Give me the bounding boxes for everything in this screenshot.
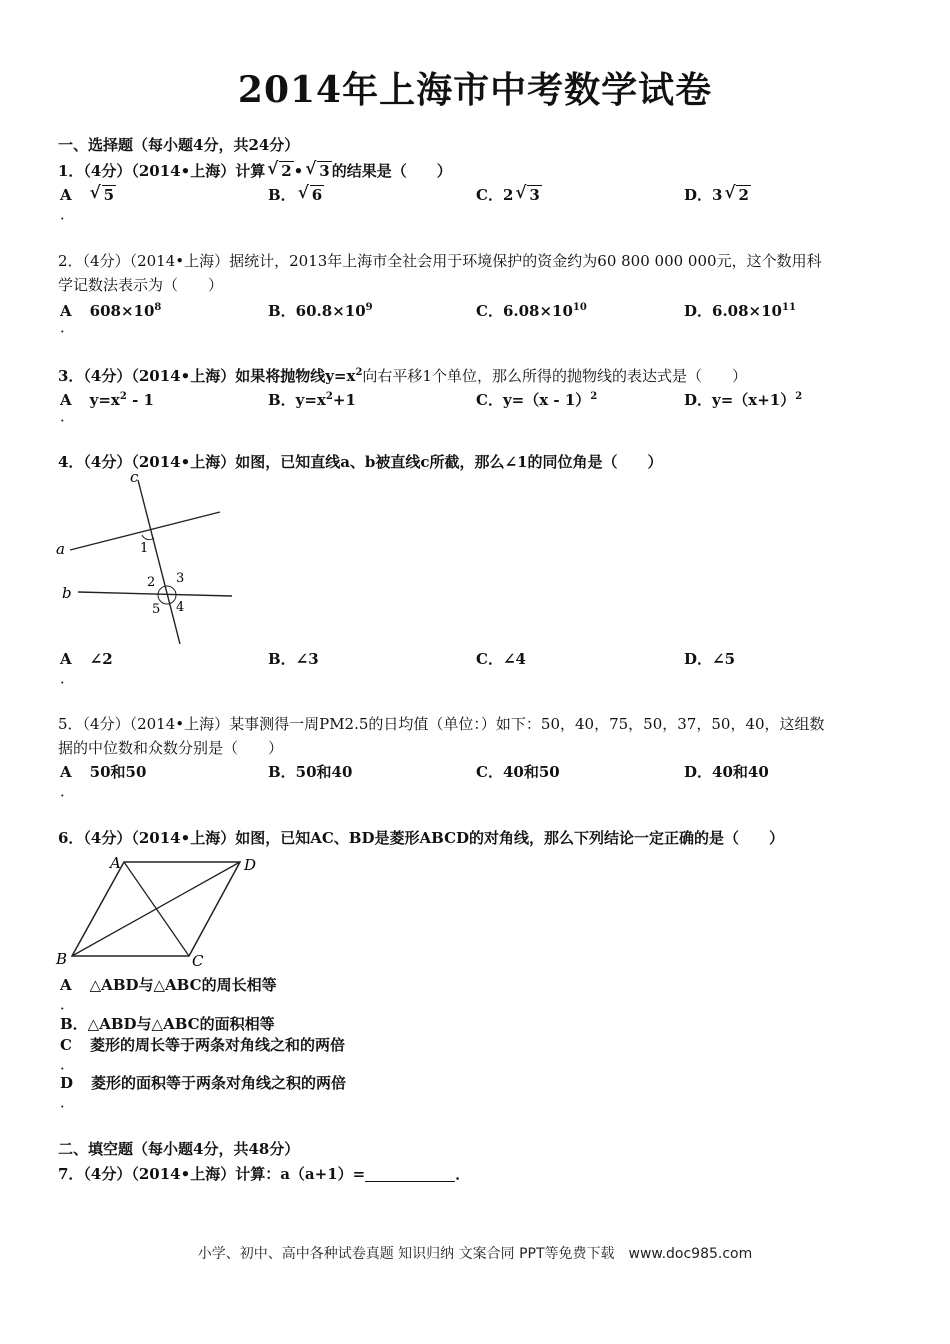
question-1 (58, 160, 452, 182)
page-title: 2014年上海市中考数学试卷 (237, 69, 713, 111)
line-b (78, 592, 232, 596)
question-2-line-2: 学记数法表示为（ ） (58, 276, 224, 294)
answer-blank[interactable] (365, 1167, 455, 1182)
q1-option-b: B． √ 6 (268, 183, 323, 204)
q1-option-a: A √ 5 (60, 183, 115, 204)
question-2-line-1: 2．（4分）（2014•上海）据统计，2013年上海市全社会用于环境保护的资金约为60 800 000 000元，这个数用科 (58, 252, 822, 270)
q3-option-b: B．$y=x^2+1$ (268, 391, 356, 409)
option-dot: ． (60, 205, 76, 223)
q2-option-b: B．$60.8\times 10^9$ (268, 302, 373, 320)
option-dot: ． (60, 318, 76, 336)
q3-option-c: C．y=（x - 1）$^2$ (476, 391, 598, 409)
question-3: 3．（4分）（2014•上海）如果将抛物线$y=x^2$向右平移1个单位，那么所得的抛物线的表达式是（ ） (58, 367, 747, 385)
option-dot: ． (60, 669, 76, 687)
label-b: b (62, 584, 72, 602)
q2-option-c: C．$6.08\times 10^{10}$ (476, 302, 587, 320)
q6-option-d: D 菱形的面积等于两条对角线之积的两倍 (60, 1074, 347, 1092)
q2-option-a: A $608\times 10^8$ (60, 302, 162, 320)
q4-option-d: D．∠5 (684, 650, 736, 668)
q1-option-d: D．3 √ 2 (684, 183, 749, 204)
vertex-d: D (244, 856, 257, 874)
q6-option-a: A △ABD与△ABC的周长相等 (60, 976, 277, 994)
option-dot: ． (60, 1055, 76, 1073)
rhombus-figure (52, 852, 272, 974)
q5-option-a: A 50和50 (60, 763, 147, 781)
lines-figure (50, 468, 240, 648)
option-dot: ． (60, 995, 76, 1013)
label-2: 2 (147, 575, 156, 590)
q1-prefix: 1．（4分）（2014•上海）计算 (58, 162, 266, 180)
vertex-b: B (56, 950, 68, 968)
footer-text: 小学、初中、高中各种试卷真题 知识归纳 文案合同 PPT等免费下载 www.doc985.com (197, 1246, 753, 1262)
q6-option-c: C 菱形的周长等于两条对角线之和的两倍 (60, 1036, 345, 1054)
section-heading-1: 一、选择题（每小题4分，共24分） (58, 136, 300, 154)
sqrt-2: √ 2 (267, 159, 292, 180)
question-7: 7．（4分）（2014•上海）计算：a（a+1）= ． (58, 1165, 471, 1183)
vertex-a: A (110, 854, 121, 872)
q1-option-c: C．2 √ 3 (476, 183, 540, 204)
q3-option-a: A $y=x^2 - 1$ (60, 391, 154, 409)
option-dot: ． (60, 407, 76, 425)
q4-option-a: A ∠2 (60, 650, 113, 668)
q4-option-b: B．∠3 (268, 650, 319, 668)
label-1: 1 (140, 541, 149, 556)
question-5-line-1: 5．（4分）（2014•上海）某事测得一周PM2.5的日均值（单位：）如下：50，40，75，50，37，50，40，这组数 (58, 715, 825, 733)
vertex-c: C (192, 952, 204, 970)
label-3: 3 (176, 571, 185, 586)
line-c (138, 480, 180, 644)
label-c: c (130, 468, 139, 486)
question-4: 4．（4分）（2014•上海）如图，已知直线a、b被直线c所截，那么∠1的同位角是（ ） (58, 453, 663, 471)
q4-option-c: C．∠4 (476, 650, 526, 668)
section-heading-2: 二、填空题（每小题4分，共48分） (58, 1140, 300, 1158)
question-6: 6．（4分）（2014•上海）如图，已知AC、BD是菱形ABCD的对角线，那么下列结论一定正确的是（ ） (58, 829, 785, 847)
q5-option-d: D．40和40 (684, 763, 769, 781)
option-dot: ． (60, 782, 76, 800)
q5-option-c: C．40和50 (476, 763, 560, 781)
q6-option-b: B．△ABD与△ABC的面积相等 (60, 1015, 275, 1033)
q5-option-b: B．50和40 (268, 763, 353, 781)
q1-suffix: 的结果是（ ） (331, 162, 452, 180)
sqrt-3: √ 3 (305, 159, 330, 180)
question-5-line-2: 据的中位数和众数分别是（ ） (58, 739, 284, 757)
q3-option-d: D．$y=(x+1)^2$ (684, 391, 803, 409)
q2-option-d: D．$6.08\times 10^{11}$ (684, 302, 796, 320)
option-dot: ． (60, 1093, 76, 1111)
label-4: 4 (176, 600, 185, 615)
label-a: a (56, 540, 65, 558)
dot-operator: • (293, 162, 304, 180)
label-5: 5 (152, 602, 161, 617)
